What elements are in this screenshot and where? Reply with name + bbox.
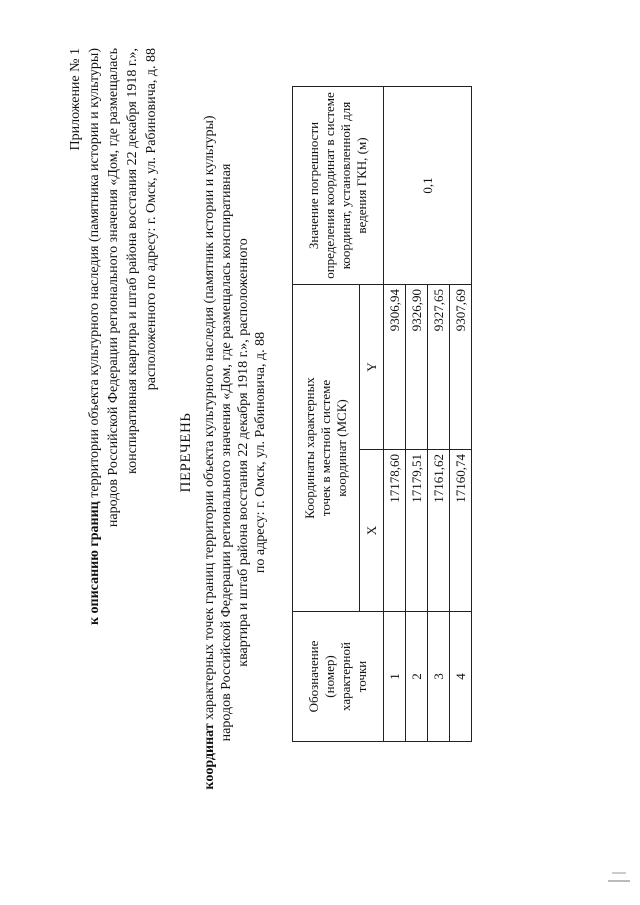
appendix-number: Приложение № 1	[68, 48, 83, 151]
header-error	[293, 87, 384, 285]
cell-y: 9306,94	[384, 285, 406, 450]
cell-point-number: 1	[384, 612, 406, 742]
header-point-number	[293, 612, 384, 742]
subtitle-line-1	[201, 0, 218, 905]
header-x: X	[360, 450, 384, 612]
appendix-line-2-bold: к описанию границ	[87, 501, 102, 626]
header-point-line-2: (номер)	[322, 655, 337, 698]
subtitle-line-1-rest: характерных точек границ территории объекта культурного наследия (памятник истории и культуры)	[202, 115, 217, 724]
subtitle-line-4: по адресу: г. Омск, ул. Рабиновича, д. 88	[253, 331, 268, 574]
header-y: Y	[360, 285, 384, 450]
header-error-line-3: координат, установленной для	[338, 101, 353, 270]
header-point-line-3: характерной	[338, 642, 353, 711]
header-error-line-1: Значение погрешности	[306, 121, 321, 250]
table-header-row	[293, 87, 360, 742]
header-coords-line-3: координат (МСК)	[334, 399, 349, 497]
appendix-line-4: конспиративная квартира и штаб района восстания 22 декабря 1918 г.»,	[125, 48, 140, 474]
cell-y: 9307,69	[450, 285, 472, 450]
cell-error-value: 0,1	[384, 87, 472, 285]
header-error-line-4: ведения ГКН, (м)	[354, 137, 369, 234]
subtitle-line-1-bold: координат	[202, 723, 217, 790]
header-coords-line-2: точек в местной системе	[318, 379, 333, 517]
cell-x: 17179,51	[406, 450, 428, 612]
subtitle-line-3: квартира и штаб района восстания 22 декабря 1918 г.», расположенного	[236, 238, 251, 667]
cell-x: 17178,60	[384, 450, 406, 612]
scan-margin-marks	[604, 857, 634, 887]
cell-point-number: 3	[428, 612, 450, 742]
appendix-line-2	[85, 48, 104, 688]
appendix-line-3: народов Российской Федерации регионального значения «Дом, где размещалась	[106, 48, 121, 528]
cell-point-number: 2	[406, 612, 428, 742]
cell-x: 17160,74	[450, 450, 472, 612]
document-title: ПЕРЕЧЕНЬ	[178, 412, 194, 493]
appendix-line-2-rest: территории объекта культурного наследия (памятника истории и культуры)	[87, 48, 102, 502]
cell-y: 9326,90	[406, 285, 428, 450]
document-subtitle	[201, 0, 269, 905]
cell-x: 17161,62	[428, 450, 450, 612]
appendix-line-5: расположенного по адресу: г. Омск, ул. Рабиновича, д. 88	[144, 48, 159, 391]
cell-y: 9327,65	[428, 285, 450, 450]
cell-point-number: 4	[450, 612, 472, 742]
header-error-line-2: определения координат в системе	[322, 92, 337, 279]
table-row	[384, 87, 406, 742]
header-coords-line-1: Координаты характерных	[302, 377, 317, 519]
subtitle-line-2: народов Российской Федерации регионального значения «Дом, где размещалась конспиративная	[219, 163, 234, 742]
header-coordinates	[293, 285, 360, 612]
coordinates-table	[292, 86, 472, 742]
header-point-line-4: точки	[354, 660, 369, 693]
header-point-line-1: Обозначение	[306, 640, 321, 713]
appendix-header	[66, 48, 161, 688]
